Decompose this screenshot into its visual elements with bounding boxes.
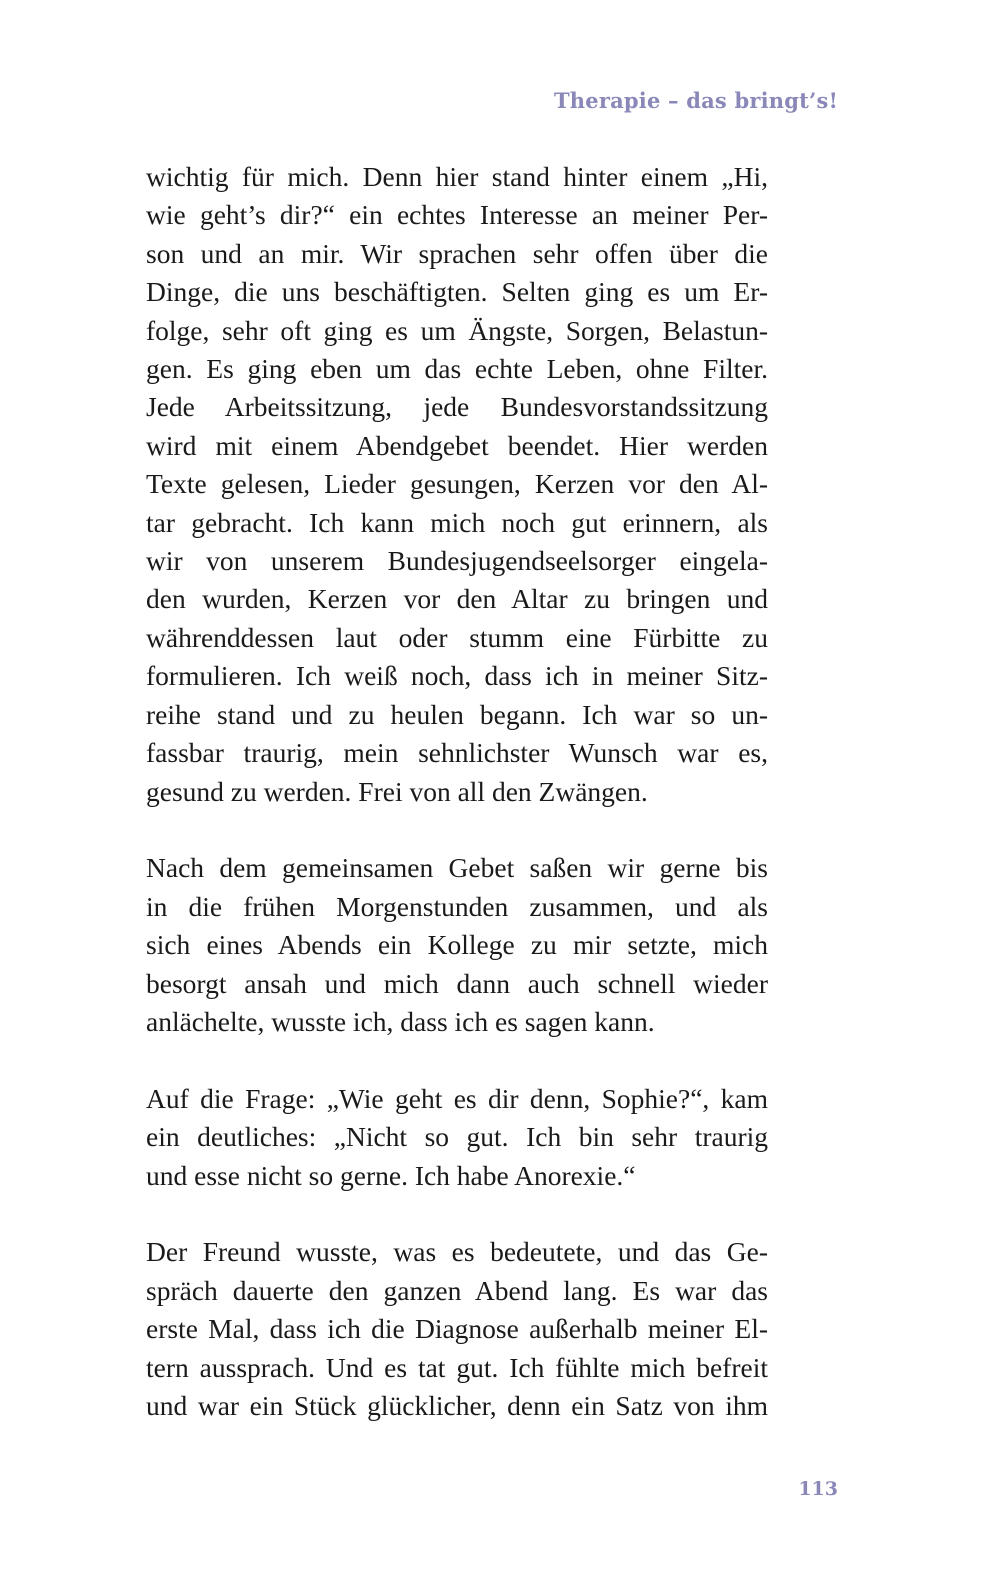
text-line: son und an mir. Wir sprachen sehr offen über die xyxy=(146,237,768,269)
body-text xyxy=(146,158,768,1425)
text-line: fassbar traurig, mein sehnlichster Wunsch war es, xyxy=(146,737,768,769)
text-line: formulieren. Ich weiß noch, dass ich in meiner Sitz- xyxy=(146,660,768,692)
text-line: ein deutliches: „Nicht so gut. Ich bin sehr traurig xyxy=(146,1121,768,1153)
text-line: und war ein Stück glücklicher, denn ein Satz von ihm xyxy=(146,1389,768,1421)
text-line: den wurden, Kerzen vor den Altar zu bringen und xyxy=(146,583,768,615)
text-line: folge, sehr oft ging es um Ängste, Sorgen, Belastun- xyxy=(146,314,768,346)
text-line: tern aussprach. Und es tat gut. Ich fühlte mich befreit xyxy=(146,1351,768,1383)
text-line: besorgt ansah und mich dann auch schnell wieder xyxy=(146,967,768,999)
text-line: wie geht’s dir?“ ein echtes Interesse an meiner Per- xyxy=(146,199,768,231)
text-line: sich eines Abends ein Kollege zu mir setzte, mich xyxy=(146,929,768,961)
running-header: Therapie – das bringt’s! xyxy=(553,88,838,113)
text-line: Texte gelesen, Lieder gesungen, Kerzen vor den Al- xyxy=(146,468,768,500)
text-line: in die frühen Morgenstunden zusammen, und als xyxy=(146,890,768,922)
text-line: anlächelte, wusste ich, dass ich es sagen kann. xyxy=(146,1005,655,1037)
text-line: wichtig für mich. Denn hier stand hinter einem „Hi, xyxy=(146,161,768,192)
text-line: Dinge, die uns beschäftigten. Selten ging es um Er- xyxy=(146,276,768,308)
paragraph xyxy=(146,1080,768,1195)
text-line: spräch dauerte den ganzen Abend lang. Es war das xyxy=(146,1274,768,1306)
text-line: erste Mal, dass ich die Diagnose außerhalb meiner El- xyxy=(146,1313,768,1345)
text-line: wird mit einem Abendgebet beendet. Hier werden xyxy=(146,429,768,461)
text-line: Nach dem gemeinsamen Gebet saßen wir gerne bis xyxy=(146,852,768,884)
text-line: wir von unserem Bundesjugendseelsorger eingela- xyxy=(146,545,768,577)
text-line: gen. Es ging eben um das echte Leben, ohne Filter. xyxy=(146,353,768,385)
text-line: Auf die Frage: „Wie geht es dir denn, Sophie?“, kam xyxy=(146,1082,768,1114)
text-line: tar gebracht. Ich kann mich noch gut erinnern, als xyxy=(146,506,768,538)
paragraph xyxy=(146,158,768,811)
paragraph xyxy=(146,1233,768,1425)
text-line: Der Freund wusste, was es bedeutete, und das Ge- xyxy=(146,1236,768,1268)
text-line: währenddessen laut oder stumm eine Fürbitte zu xyxy=(146,621,768,653)
text-line: reihe stand und zu heulen begann. Ich war so un- xyxy=(146,698,768,730)
paragraph xyxy=(146,849,768,1041)
text-line: und esse nicht so gerne. Ich habe Anorexie.“ xyxy=(146,1159,636,1191)
text-line: gesund zu werden. Frei von all den Zwängen. xyxy=(146,775,648,807)
page-number: 113 xyxy=(798,1478,838,1500)
text-line: Jede Arbeitssitzung, jede Bundesvorstandssitzung xyxy=(146,391,768,423)
